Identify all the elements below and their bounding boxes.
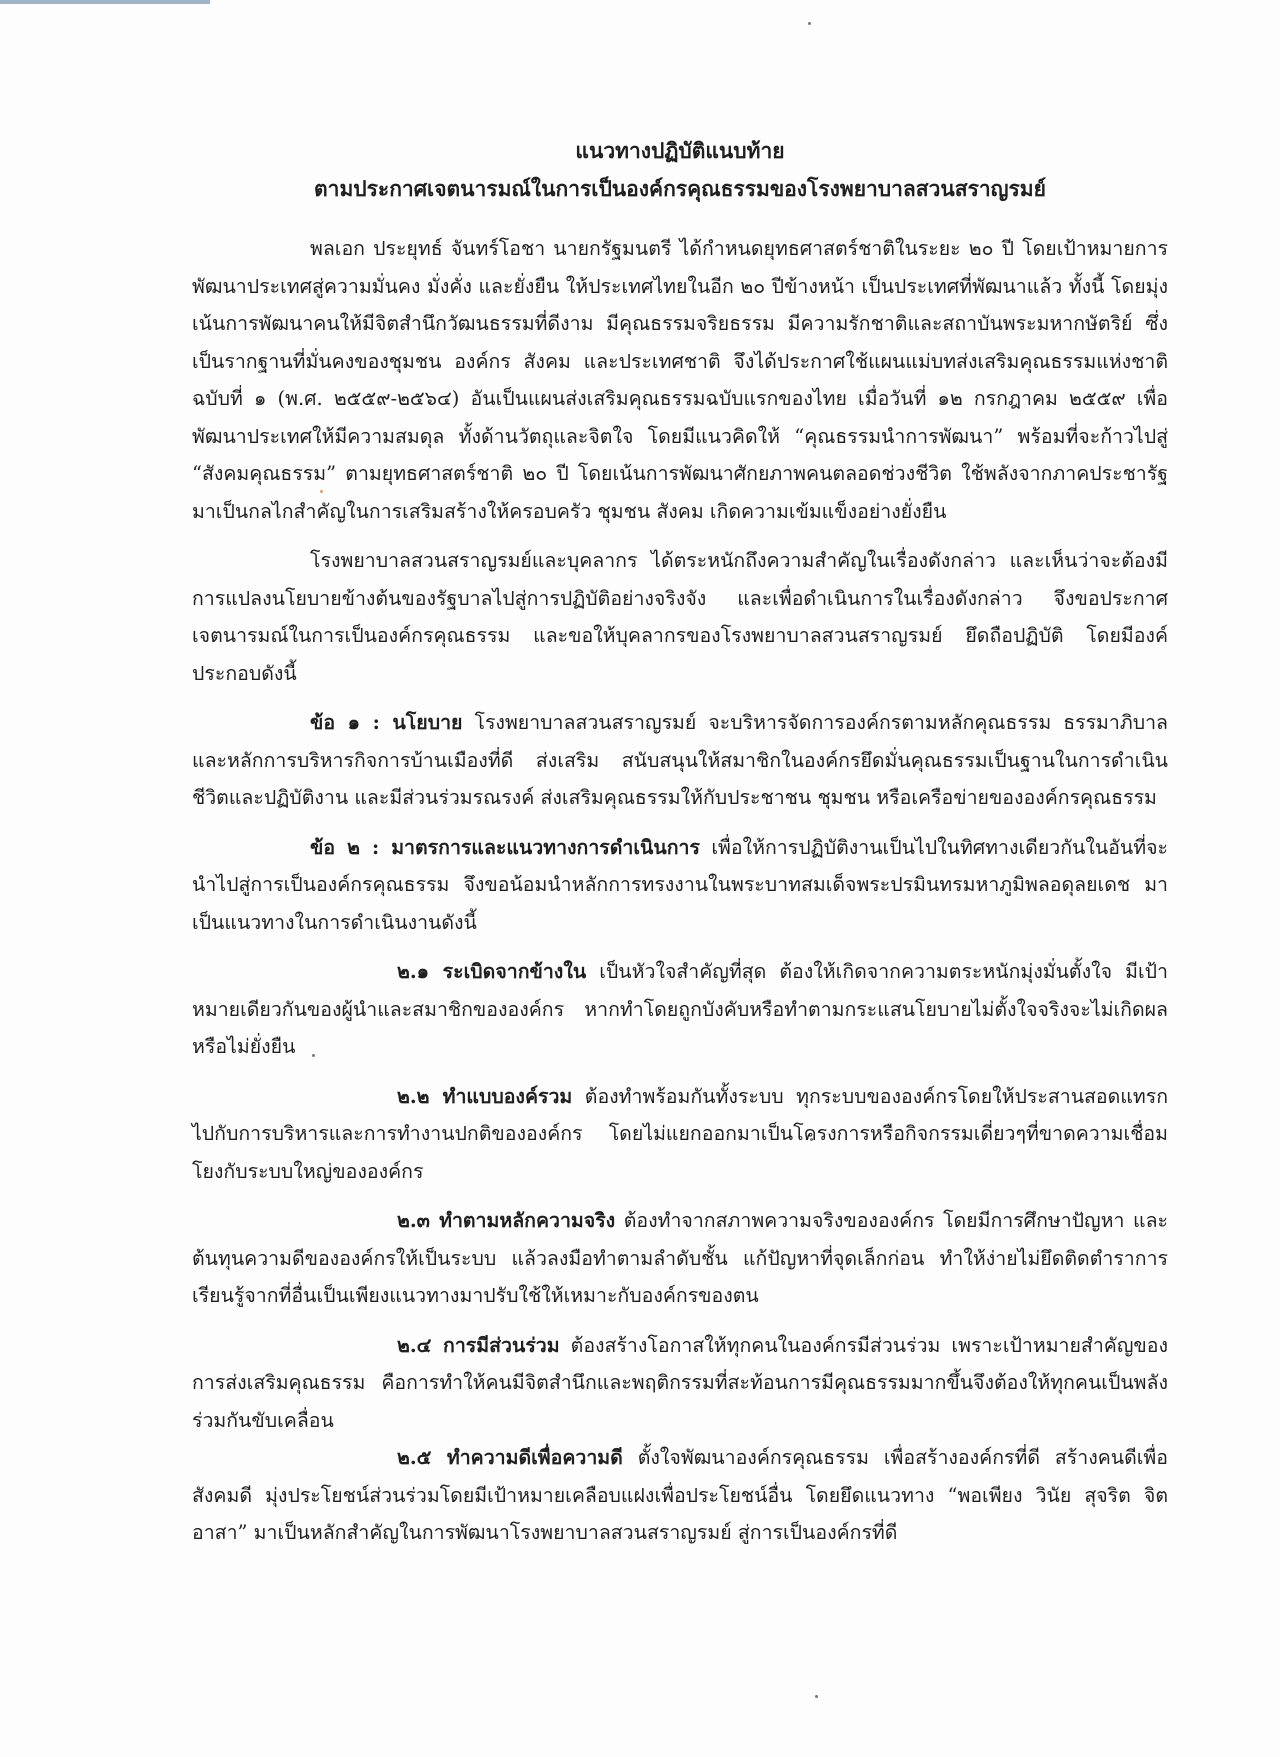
item-2-heading: ข้อ ๒ : มาตรการและแนวทางการดำเนินการ bbox=[310, 835, 700, 859]
scan-speck bbox=[815, 1695, 818, 1698]
section-2-1-heading: ๒.๑ ระเบิดจากข้างใน bbox=[397, 960, 587, 983]
title-line-1: แนวทางปฏิบัติแนบท้าย bbox=[575, 138, 785, 163]
section-2-3-text: ต้องทำจากสภาพความจริงขององค์กร โดยมีการศึกษาปัญหา และต้นทุนความดีขององค์กรให้เป็นระบบ แล้วลงมือทำตามลำดับชั้น แก้ปัญหาที่จุดเล็กก่อน ทำให้ง่ายไม่ยึดติดตำราการเรียนรู้จากที่อื่นเป็นเพียงแนวทางมาปรับใช้ให้เหมาะกับองค์กรของตน bbox=[192, 1209, 1168, 1307]
item-1-heading: ข้อ ๑ : นโยบาย bbox=[310, 711, 463, 734]
section-2-4-heading: ๒.๔ การมีส่วนร่วม bbox=[397, 1333, 560, 1357]
paragraph-declaration: โรงพยาบาลสวนสราญรมย์และบุคลากร ได้ตระหนักถึงความสำคัญในเรื่องดังกล่าว และเห็นว่าจะต้องมีการแปลงนโยบายข้างต้นของรัฐบาลไปสู่การปฏิบัติอย่างจริงจัง และเพื่อดำเนินการในเรื่องดังกล่าว จึงขอประกาศเจตนารมณ์ในการเป็นองค์กรคุณธรรม และขอให้บุคลากรของโรงพยาบาลสวนสราญรมย์ ยึดถือปฏิบัติ โดยมีองค์ประกอบดังนี้ bbox=[192, 549, 1168, 685]
section-2-5-heading: ๒.๕ ทำความดีเพื่อความดี bbox=[397, 1446, 623, 1469]
section-2-4-text: ต้องสร้างโอกาสให้ทุกคนในองค์กรมีส่วนร่วม เพราะเป้าหมายสำคัญของการส่งเสริมคุณธรรม คือการทำให้คนมีจิตสำนึกและพฤติกรรมที่สะท้อนการมีคุณธรรมมากขึ้นจึงต้องให้ทุกคนเป็นพลังร่วมกันขับเคลื่อน bbox=[192, 1333, 1168, 1432]
item-1-text: โรงพยาบาลสวนสราญรมย์ จะบริหารจัดการองค์กรตามหลักคุณธรรม ธรรมาภิบาล และหลักการบริหารกิจการบ้านเมืองที่ดี ส่งเสริม สนับสนุนให้สมาชิกในองค์กรยึดมั่นคุณธรรมเป็นฐานในการดำเนินชีวิตและปฏิบัติงาน และมีส่วนร่วมรณรงค์ ส่งเสริมคุณธรรมให้กับประชาชน ชุมชน หรือเครือข่ายขององค์กรคุณธรรม bbox=[192, 711, 1168, 809]
section-2-5 bbox=[192, 1439, 1168, 1552]
scan-edge-mark bbox=[0, 0, 210, 4]
section-2-1-text: เป็นหัวใจสำคัญที่สุด ต้องให้เกิดจากความตระหนักมุ่งมั่นตั้งใจ มีเป้าหมายเดียวกันของผู้นำและสมาชิกขององค์กร หากทำโดยถูกบังคับหรือทำตามกระแสนโยบายไม่ตั้งใจจริงจะไม่เกิดผลหรือไม่ยั่งยืน bbox=[192, 960, 1168, 1058]
section-2-3 bbox=[192, 1202, 1168, 1315]
section-2-5-text: ตั้งใจพัฒนาองค์กรคุณธรรม เพื่อสร้างองค์กรที่ดี สร้างคนดีเพื่อสังคมดี มุ่งประโยชน์ส่วนร่วมโดยมีเป้าหมายเคลือบแฝงเพื่อประโยชน์อื่น โดยยึดแนวทาง “พอเพียง วินัย สุจริต จิตอาสา” มาเป็นหลักสำคัญในการพัฒนาโรงพยาบาลสวนสราญรมย์ สู่การเป็นองค์กรที่ดี bbox=[192, 1446, 1168, 1544]
item-1-policy bbox=[192, 704, 1168, 817]
scan-speck bbox=[808, 22, 811, 25]
section-2-2-heading: ๒.๒ ทำแบบองค์รวม bbox=[397, 1084, 573, 1108]
paragraph-intro: พลเอก ประยุทธ์ จันทร์โอชา นายกรัฐมนตรี ได้กำหนดยุทธศาสตร์ชาติในระยะ ๒๐ ปี โดยเป้าหมายการพัฒนาประเทศสู่ความมั่นคง มั่งคั่ง และยั่งยืน ให้ประเทศไทยในอีก ๒๐ ปีข้างหน้า เป็นประเทศที่พัฒนาแล้ว ทั้งนี้ โดยมุ่งเน้นการพัฒนาคนให้มีจิตสำนึกวัฒนธรรมที่ดีงาม มีคุณธรรมจริยธรรม มีความรักชาติและสถาบันพระมหากษัตริย์ ซึ่งเป็นรากฐานที่มั่นคงของชุมชน องค์กร สังคม และประเทศชาติ จึงได้ประกาศใช้แผนแม่บทส่งเสริมคุณธรรมแห่งชาติ ฉบับที่ ๑ (พ.ศ. ๒๕๕๙-๒๕๖๔) อันเป็นแผนส่งเสริมคุณธรรมฉบับแรกของไทย เมื่อวันที่ ๑๒ กรกฎาคม ๒๕๕๙ เพื่อพัฒนาประเทศให้มีความสมดุล ทั้งด้านวัตถุและจิตใจ โดยมีแนวคิดให้ “คุณธรรมนำการพัฒนา” พร้อมที่จะก้าวไปสู่ “สังคมคุณธรรม” ตามยุทธศาสตร์ชาติ ๒๐ ปี โดยเน้นการพัฒนาศักยภาพคนตลอดช่วงชีวิต ใช้พลังจากภาคประชารัฐ มาเป็นกลไกสำคัญในการเสริมสร้างให้ครอบครัว ชุมชน สังคม เกิดความเข้มแข็งอย่างยั่งยืน bbox=[192, 237, 1168, 523]
title-line-2: ตามประกาศเจตนารมณ์ในการเป็นองค์กรคุณธรรมของโรงพยาบาลสวนสราญรมย์ bbox=[314, 176, 1046, 201]
section-2-4 bbox=[192, 1327, 1168, 1440]
document-title bbox=[190, 132, 1170, 208]
document-body bbox=[192, 230, 1168, 1564]
section-2-2-text: ต้องทำพร้อมกันทั้งระบบ ทุกระบบขององค์กรโดยให้ประสานสอดแทรกไปกับการบริหารและการทำงานปกติขององค์กร โดยไม่แยกออกมาเป็นโครงการหรือกิจกรรมเดี่ยวๆที่ขาดความเชื่อมโยงกับระบบใหญ่ขององค์กร bbox=[192, 1084, 1169, 1183]
section-2-1 bbox=[192, 953, 1168, 1066]
item-2-measures bbox=[192, 829, 1168, 942]
item-2-text: เพื่อให้การปฏิบัติงานเป็นไปในทิศทางเดียวกันในอันที่จะนำไปสู่การเป็นองค์กรคุณธรรม จึงขอน้อมนำหลักการทรงงานในพระบาทสมเด็จพระปรมินทรมหาภูมิพลอดุลยเดช มาเป็นแนวทางในการดำเนินงานดังนี้ bbox=[192, 835, 1168, 934]
section-2-3-heading: ๒.๓ ทำตามหลักความจริง bbox=[397, 1209, 616, 1232]
section-2-2 bbox=[192, 1078, 1168, 1191]
